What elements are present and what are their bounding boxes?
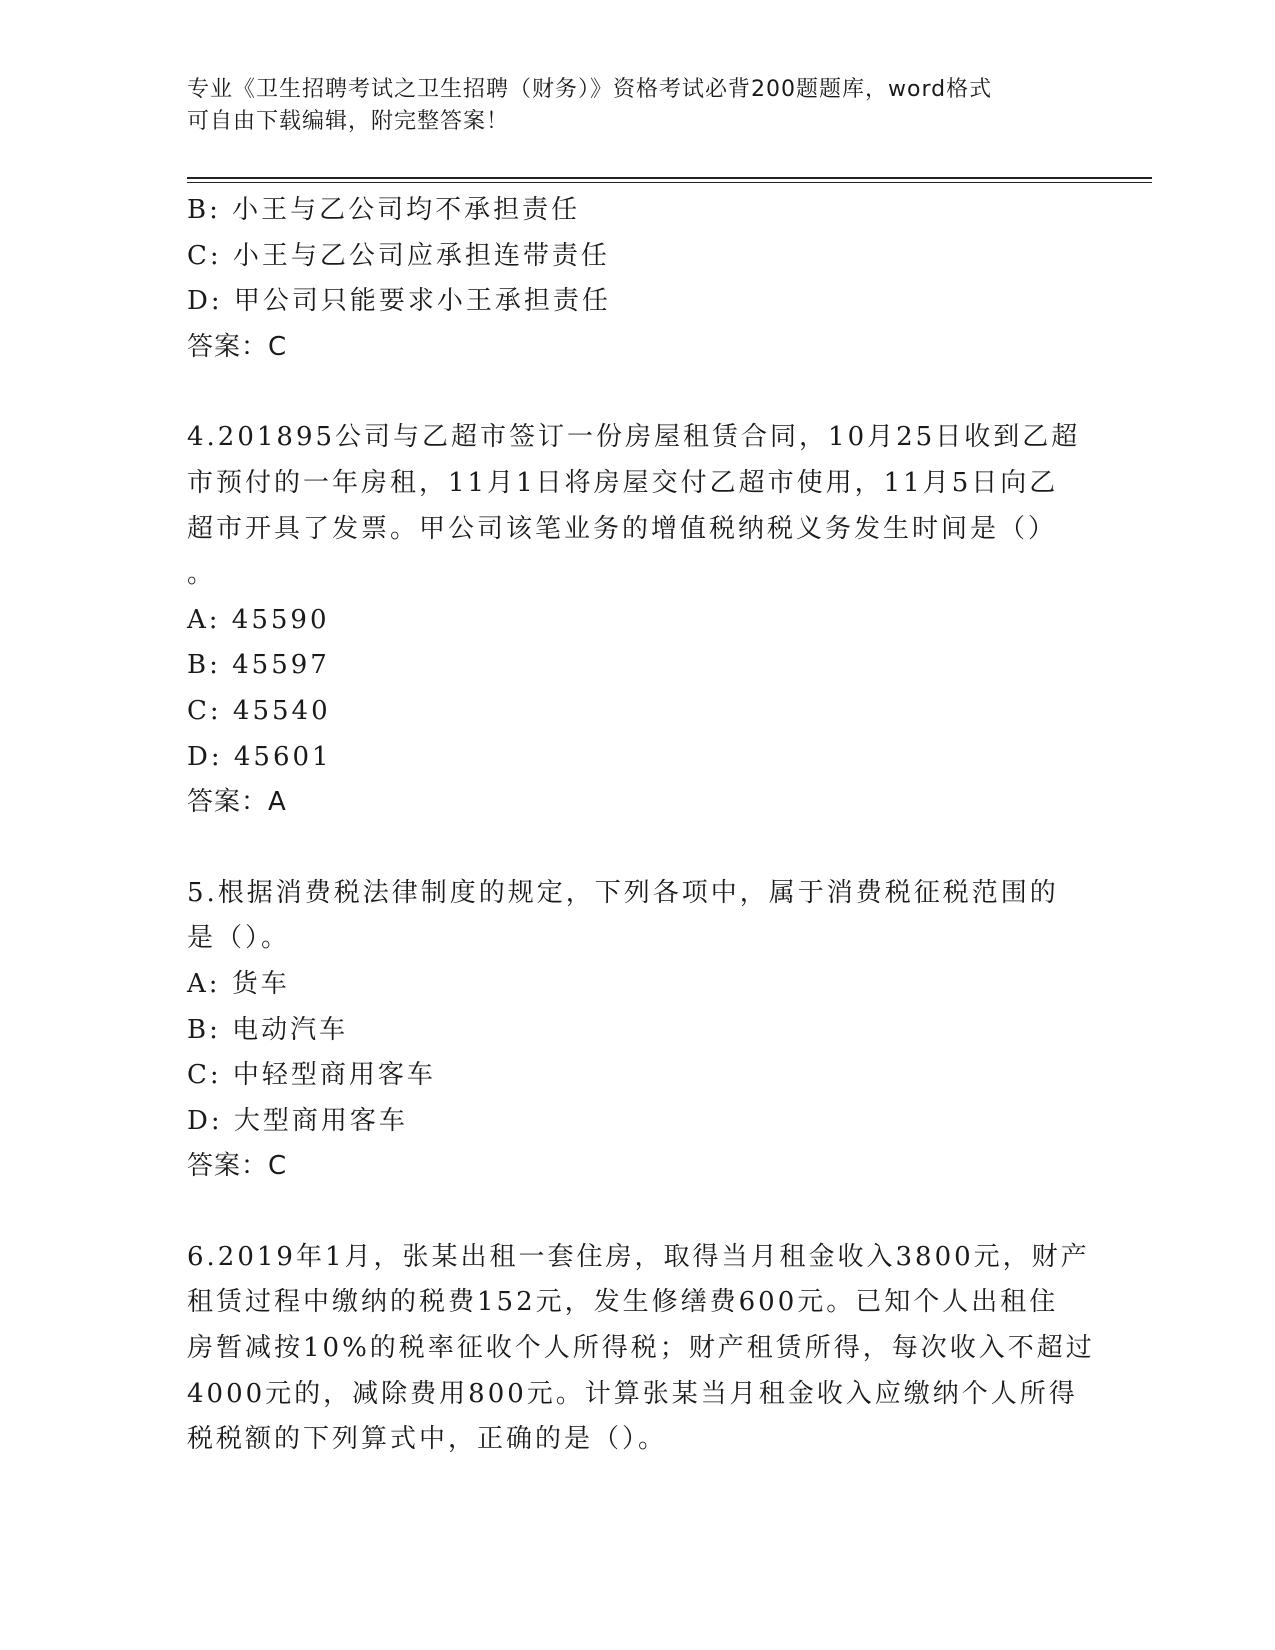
question-5 <box>187 871 1077 1190</box>
question-text-line: 税税额的下列算式中，正确的是（）。 <box>187 1424 668 1455</box>
question-text-line: 市预付的一年房租，11月1日将房屋交付乙超市使用，11月5日向乙 <box>187 467 1059 498</box>
question-text-line: 。 <box>187 559 217 590</box>
header-rule-thick <box>187 177 1152 179</box>
question-text-line: 5.根据消费税法律制度的规定，下列各项中，属于消费税征税范围的 <box>187 877 1059 908</box>
option-b: B: 小王与乙公司均不承担责任 <box>187 195 581 225</box>
answer: 答案：C <box>187 331 288 362</box>
question-text-line: 4000元的，减除费用800元。计算张某当月租金收入应缴纳个人所得 <box>187 1378 1078 1409</box>
option-c: C: 45540 <box>187 695 331 726</box>
question-text-line: 租赁过程中缴纳的税费152元，发生修缮费600元。已知个人出租住 <box>187 1287 1059 1318</box>
option-c: C: 小王与乙公司应承担连带责任 <box>187 240 610 271</box>
option-b: B: 电动汽车 <box>187 1014 349 1045</box>
option-d: D: 甲公司只能要求小王承担责任 <box>187 286 611 317</box>
option-a: A: 45590 <box>187 604 330 635</box>
question-text-line: 6.2019年1月，张某出租一套住房，取得当月租金收入3800元，财产 <box>187 1241 1090 1272</box>
answer: 答案：A <box>187 787 287 818</box>
question-4 <box>187 415 1081 825</box>
question-text-line: 4.201895公司与乙超市签订一份房屋租赁合同，10月25日收到乙超 <box>187 422 1081 453</box>
question-3 <box>187 188 1077 370</box>
header-line-2: 可自由下载编辑，附完整答案！ <box>187 109 510 134</box>
question-text-line: 房暂减按10%的税率征收个人所得税；财产租赁所得，每次收入不超过 <box>187 1333 1095 1364</box>
question-text-line: 是（）。 <box>187 923 291 954</box>
question-text-line: 超市开具了发票。甲公司该笔业务的增值税纳税义务发生时间是（） <box>187 513 1058 544</box>
document-header <box>187 74 1067 138</box>
document-body <box>187 188 1095 1463</box>
answer: 答案：C <box>187 1151 288 1182</box>
header-line-1: 专业《卫生招聘考试之卫生招聘（财务）》资格考试必背200题题库，word格式 <box>187 77 993 102</box>
option-a: A: 货车 <box>187 968 290 999</box>
option-d: D: 大型商用客车 <box>187 1105 408 1136</box>
header-rule-thin <box>187 182 1152 183</box>
option-c: C: 中轻型商用客车 <box>187 1060 436 1091</box>
question-6 <box>187 1235 1095 1463</box>
option-d: D: 45601 <box>187 741 332 772</box>
option-b: B: 45597 <box>187 650 330 681</box>
